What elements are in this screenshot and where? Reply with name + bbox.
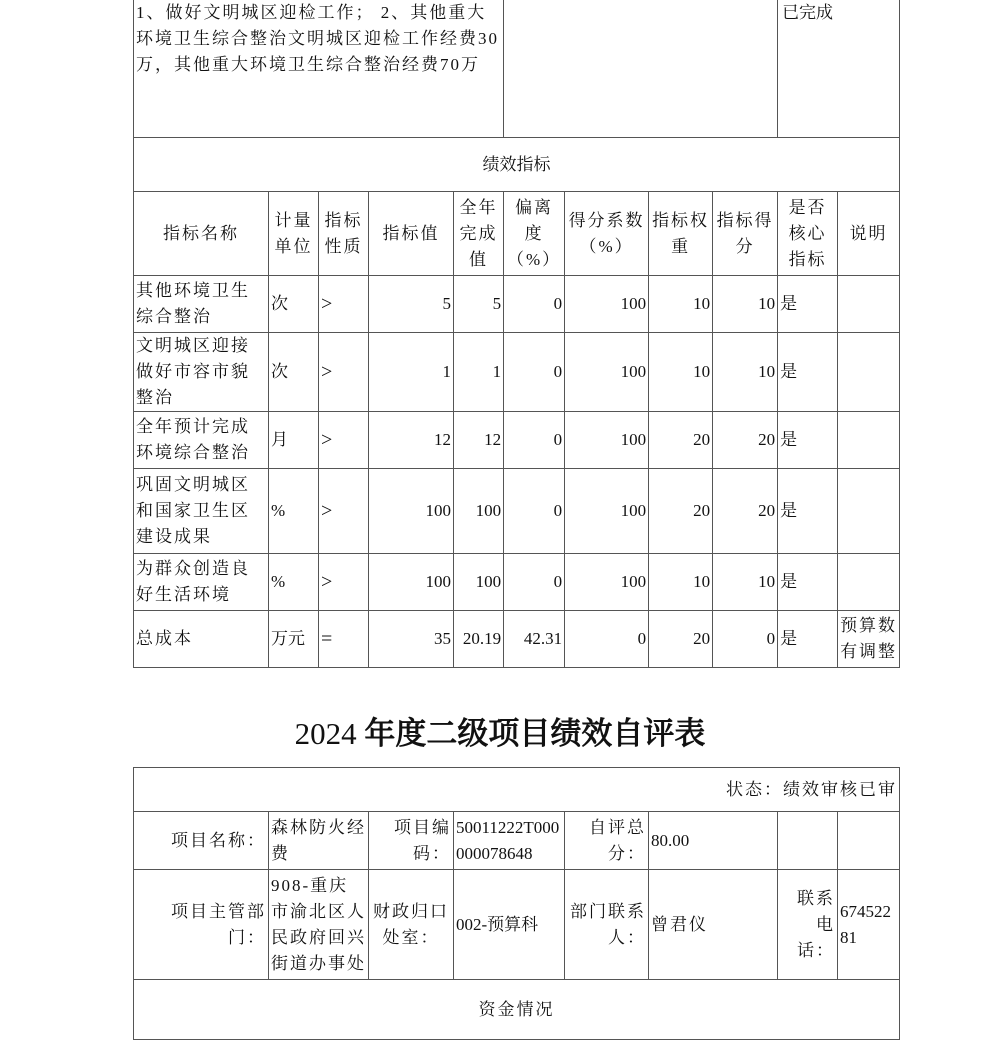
table-header-row	[134, 192, 900, 276]
cell-target: 1	[369, 333, 454, 412]
cell-nature: >	[319, 333, 369, 412]
completion-status: 已完成	[782, 3, 834, 22]
cell-note	[838, 412, 900, 469]
col-header: 得分系数（%）	[565, 192, 649, 276]
cell-unit: 次	[269, 333, 319, 412]
self-score-value: 80.00	[649, 812, 778, 870]
cell-note	[838, 276, 900, 333]
cell-deviation: 0	[504, 412, 565, 469]
cell-name: 巩固文明城区和国家卫生区建设成果	[134, 469, 269, 554]
finance-value: 002-预算科	[454, 870, 565, 980]
col-header: 指标权重	[649, 192, 713, 276]
table-row	[134, 554, 900, 611]
cell-nature: >	[319, 276, 369, 333]
cell-name: 文明城区迎接做好市容市貌整治	[134, 333, 269, 412]
cell-score: 20	[713, 469, 778, 554]
empty-cell	[778, 812, 838, 870]
section-title-performance	[134, 138, 900, 192]
cell-coef: 100	[565, 333, 649, 412]
col-header: 是否核心指标	[778, 192, 838, 276]
cell-unit: 月	[269, 412, 319, 469]
table-row	[134, 611, 900, 668]
cell-nature: >	[319, 469, 369, 554]
cell-target: 100	[369, 469, 454, 554]
cell-core: 是	[778, 333, 838, 412]
col-header: 说明	[838, 192, 900, 276]
dept-label: 项目主管部门：	[134, 870, 269, 980]
col-header: 全年完成值	[454, 192, 504, 276]
middle-cell	[504, 0, 778, 138]
cell-note	[838, 554, 900, 611]
work-content-text: 1、做好文明城区迎检工作； 2、其他重大环境卫生综合整治文明城区迎检工作经费30万，其他重大环境卫生综合整治经费70万	[136, 3, 499, 74]
cell-target: 35	[369, 611, 454, 668]
project-name-label: 项目名称：	[134, 812, 269, 870]
cell-note	[838, 469, 900, 554]
table-row	[134, 412, 900, 469]
project-code-value: 50011222T000000078648	[454, 812, 565, 870]
cell-name: 全年预计完成环境综合整治	[134, 412, 269, 469]
cell-unit: 次	[269, 276, 319, 333]
table-row	[134, 469, 900, 554]
cell-deviation: 42.31	[504, 611, 565, 668]
cell-actual: 100	[454, 554, 504, 611]
cell-actual: 1	[454, 333, 504, 412]
phone-label: 联系电话：	[778, 870, 838, 980]
cell-actual: 5	[454, 276, 504, 333]
cell-deviation: 0	[504, 469, 565, 554]
cell-coef: 0	[565, 611, 649, 668]
cell-actual: 12	[454, 412, 504, 469]
cell-deviation: 0	[504, 554, 565, 611]
contact-value: 曾君仪	[649, 870, 778, 980]
project-info-table	[133, 767, 900, 1040]
form-title	[0, 708, 1000, 753]
project-name-value: 森林防火经费	[269, 812, 369, 870]
finance-label: 财政归口处室：	[369, 870, 454, 980]
cell-actual: 20.19	[454, 611, 504, 668]
cell-deviation: 0	[504, 276, 565, 333]
col-header: 指标得分	[713, 192, 778, 276]
cell-weight: 20	[649, 412, 713, 469]
cell-unit: 万元	[269, 611, 319, 668]
cell-score: 10	[713, 554, 778, 611]
cell-core: 是	[778, 469, 838, 554]
cell-nature: >	[319, 554, 369, 611]
cell-score: 10	[713, 276, 778, 333]
cell-name: 为群众创造良好生活环境	[134, 554, 269, 611]
cell-unit: %	[269, 554, 319, 611]
cell-weight: 10	[649, 333, 713, 412]
review-status: 状态：绩效审核已审	[726, 779, 897, 799]
table-row	[134, 333, 900, 412]
cell-coef: 100	[565, 554, 649, 611]
dept-value: 908-重庆市渝北区人民政府回兴街道办事处	[269, 870, 369, 980]
empty-cell	[838, 812, 900, 870]
cell-weight: 20	[649, 469, 713, 554]
cell-name: 其他环境卫生综合整治	[134, 276, 269, 333]
review-status-cell	[134, 768, 900, 812]
cell-target: 12	[369, 412, 454, 469]
work-content-cell	[134, 0, 504, 138]
performance-table	[133, 0, 900, 668]
form-title-year: 2024	[294, 716, 357, 751]
col-header: 指标性质	[319, 192, 369, 276]
completion-status-cell	[778, 0, 900, 138]
contact-label: 部门联系人：	[565, 870, 649, 980]
cell-score: 0	[713, 611, 778, 668]
cell-coef: 100	[565, 412, 649, 469]
col-header: 偏离度（%）	[504, 192, 565, 276]
cell-weight: 10	[649, 554, 713, 611]
cell-target: 100	[369, 554, 454, 611]
cell-score: 20	[713, 412, 778, 469]
cell-name: 总成本	[134, 611, 269, 668]
funds-section-title: 资金情况	[134, 980, 900, 1040]
col-header: 计量单位	[269, 192, 319, 276]
project-code-label: 项目编码：	[369, 812, 454, 870]
col-header: 指标名称	[134, 192, 269, 276]
cell-note	[838, 333, 900, 412]
phone-value: 67452281	[838, 870, 900, 980]
cell-target: 5	[369, 276, 454, 333]
cell-nature: >	[319, 412, 369, 469]
cell-core: 是	[778, 611, 838, 668]
section-title-text: 绩效指标	[482, 154, 551, 174]
cell-core: 是	[778, 276, 838, 333]
cell-deviation: 0	[504, 333, 565, 412]
table-row	[134, 276, 900, 333]
cell-core: 是	[778, 554, 838, 611]
form-title-text: 年度二级项目绩效自评表	[364, 716, 706, 751]
cell-nature: =	[319, 611, 369, 668]
cell-unit: %	[269, 469, 319, 554]
self-score-label: 自评总分：	[565, 812, 649, 870]
cell-score: 10	[713, 333, 778, 412]
cell-weight: 10	[649, 276, 713, 333]
cell-note: 预算数有调整	[838, 611, 900, 668]
col-header: 指标值	[369, 192, 454, 276]
cell-coef: 100	[565, 276, 649, 333]
cell-core: 是	[778, 412, 838, 469]
cell-coef: 100	[565, 469, 649, 554]
cell-weight: 20	[649, 611, 713, 668]
cell-actual: 100	[454, 469, 504, 554]
